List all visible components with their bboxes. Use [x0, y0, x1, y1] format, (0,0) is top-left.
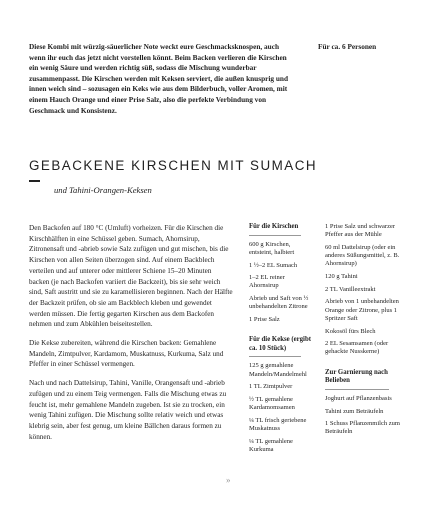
ingredient-item: ¼ TL frisch geriebene Muskatnuss: [249, 416, 307, 433]
cookies-heading: Für die Kekse (ergibt ca. 10 Stück): [249, 336, 311, 352]
ingredient-item: 1 Prise Salz: [249, 316, 280, 324]
garnish-heading: Zur Garnierung nach Belieben: [325, 368, 388, 385]
recipe-title: GEBACKENE KIRSCHEN MIT SUMACH: [29, 158, 318, 173]
title-rule: [29, 180, 40, 182]
ingredients-column-1: [249, 223, 315, 459]
ingredient-item: Kokosöl fürs Blech: [325, 327, 376, 335]
divider: [325, 389, 389, 390]
divider: [249, 356, 301, 357]
instruction-step: Die Kekse zubereiten, während die Kirschen backen: Gemahlene Mandeln, Zimtpulver, Kardamom, Muskatnuss, Kurkuma, Salz und Pfeffer in einer Schüssel vermengen.: [29, 339, 224, 369]
ingredient-item: 600 g Kirschen, entsteint, halbiert: [249, 240, 295, 256]
ingredient-item: 2 TL Vanilleextrakt: [325, 285, 376, 293]
ingredient-item: 1 TL Zimtpulver: [249, 383, 293, 391]
divider: [249, 235, 301, 236]
instructions: [29, 223, 233, 450]
ingredient-item: 2 EL Sesamsamen (oder gehackte Nusskerne): [325, 340, 389, 356]
ingredient-item: Abrieb von 1 unbehandelten Orange oder Zitrone, plus 1 Spritzer Saft: [325, 298, 399, 322]
ingredient-item: 60 ml Dattelsirup (oder ein anderes Süßungsmittel, z. B. Ahornsirup): [325, 243, 400, 268]
servings: Für ca. 6 Personen: [318, 42, 377, 51]
recipe-subtitle: und Tahini-Orangen-Keksen: [54, 185, 152, 195]
ingredient-item: 1 ½–2 EL Sumach: [249, 261, 298, 269]
intro-paragraph: Diese Kombi mit würzig-säuerlicher Note weckt eure Geschmacksknospen, auch wenn ihr euch das jetzt nicht vorstellen könnt. Beim Backen verlieren die Kirschen ein wenig Säure und werden richtig süß, sodass die Mischung wunderbar zusammenpasst. Die Kirschen werden mit Keksen serviert, die außen knusprig und innen weich sind – sozusagen ein Keks wie aus dem Bilderbuch, voller Aromen, mit einem Hauch Orange und einer Prise Salz, also die perfekte Verbindung von Geschmack und Konsistenz.: [29, 42, 289, 115]
ingredient-item: 1 Prise Salz und schwarzer Pfeffer aus der Mühle: [325, 223, 396, 239]
ingredient-item: Tahini zum Beträufeln: [325, 407, 384, 415]
continue-arrow-icon: »: [226, 475, 231, 485]
instruction-step: Den Backofen auf 180 °C (Umluft) vorheizen. Für die Kirschen die Kirschhälften in eine Schüssel geben. Sumach, Ahornsirup, Zitronensaft und -abrieb sowie Salz zufügen und gut mischen, bis die Kirschen von allen Seiten überzogen sind. Auf einem Backblech verteilen und auf unterer oder mittlerer Schiene 15–20 Minuten backen (je nach Backofen variiert die Backzeit), bis sie sehr weich sind, Saft austritt und sie zu karamellisieren beginnen. Nach der Hälfte der Backzeit prüfen, ob sie am Backblech kleben und gewendet werden müssen. Die fertig gegarten Kirschen aus dem Backofen nehmen und zum Abkühlen beiseitestellen.: [29, 224, 233, 329]
ingredient-item: 120 g Tahini: [325, 273, 358, 281]
ingredient-item: Abrieb und Saft von ½ unbehandelten Zitrone: [249, 295, 309, 311]
instruction-step: Nach und nach Dattelsirup, Tahini, Vanille, Orangensaft und -abrieb zufügen und zu einem Teig vermengen. Falls die Mischung etwas zu feucht ist, mehr gemahlene Mandeln zugeben. Ist sie zu trocken, ein wenig Tahini zufügen. Die Mischung sollte relativ weich und etwas klebrig sein, aber fest genug, um kleine Bällchen daraus formen zu können.: [29, 379, 227, 441]
ingredient-item: 1–2 EL reiner Ahornsirup: [249, 274, 285, 290]
ingredient-item: Joghurt auf Pflanzenbasis: [325, 394, 392, 402]
ingredient-item: ½ TL gemahlene Kardamomsamen: [249, 396, 295, 412]
ingredient-item: 1 Schuss Pflanzenmilch zum Beträufeln: [325, 420, 400, 436]
ingredient-item: ¼ TL gemahlene Kurkuma: [249, 437, 293, 454]
cherries-heading: Für die Kirschen: [249, 223, 299, 230]
ingredient-item: 125 g gemahlene Mandeln/Mandelmehl: [249, 362, 307, 378]
ingredients-column-2: [325, 223, 405, 441]
